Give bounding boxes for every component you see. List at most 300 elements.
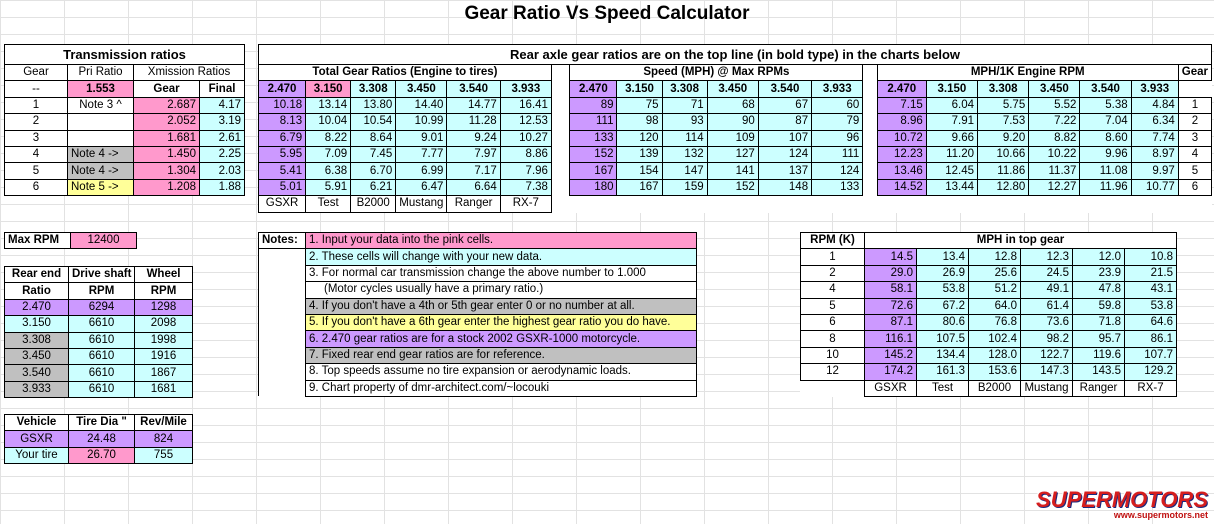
- mph1k-value: 5.52: [1029, 97, 1080, 113]
- spacer: [863, 163, 877, 179]
- pri-note: Note 3 ^: [68, 97, 134, 113]
- notes-gutter: [259, 380, 306, 396]
- mph-value: 72.6: [865, 298, 917, 314]
- wheel-rpm: 1916: [135, 348, 193, 364]
- wheel-rpm: 1998: [135, 332, 193, 348]
- total-ratio-header: 3.540: [447, 81, 500, 97]
- mph-value: 12.0: [1073, 249, 1125, 265]
- rpm-k-value: 4: [801, 282, 865, 298]
- rear-end-ratio: 3.450: [5, 348, 69, 364]
- total-value: 5.41: [259, 163, 306, 179]
- xmission-ratio-input[interactable]: 1.304: [134, 163, 200, 179]
- spacer: [926, 196, 977, 212]
- spacer: [863, 179, 877, 195]
- top-gear-table: [800, 232, 1177, 397]
- xmission-ratio-input[interactable]: 1.450: [134, 146, 200, 162]
- drive-shaft-rpm: 6610: [69, 348, 135, 364]
- vehicle-gsxr: GSXR: [5, 431, 69, 447]
- rear-axle-title: Rear axle gear ratios are on the top line (in bold type) in the charts below: [259, 45, 1212, 65]
- trans-row: [5, 179, 245, 195]
- note-row: [259, 282, 697, 298]
- note-text: 8. Top speeds assume no tire expansion or aerodynamic loads.: [306, 364, 697, 380]
- speed-ratio-header: 3.933: [812, 81, 863, 97]
- vehicle-label: Test: [917, 380, 969, 396]
- mph-value: 76.8: [969, 314, 1021, 330]
- vehicle-label: Mustang: [1021, 380, 1073, 396]
- mph1k-value: 8.82: [1029, 130, 1080, 146]
- rpm-k-value: 12: [801, 364, 865, 380]
- note-row: [259, 347, 697, 363]
- total-value: 12.53: [500, 114, 551, 130]
- spacer: [551, 97, 569, 113]
- sub-final: Final: [200, 81, 245, 97]
- mph1k-value: 6.34: [1131, 114, 1178, 130]
- wheel-rpm: 2098: [135, 316, 193, 332]
- mph1k-value: 8.97: [1131, 146, 1178, 162]
- spacer: [1080, 196, 1131, 212]
- total-value: 8.22: [306, 130, 351, 146]
- mph1k-ratio-header: 3.308: [978, 81, 1029, 97]
- shaft-row: [5, 348, 193, 364]
- mph-value: 119.6: [1073, 347, 1125, 363]
- total-value: 7.17: [447, 163, 500, 179]
- notes-table: [258, 232, 697, 397]
- total-value: 6.64: [447, 179, 500, 195]
- vehicle-your-tire: Your tire: [5, 447, 69, 463]
- logo-brand: SUPERMOTORS: [1036, 487, 1208, 512]
- spacer: [551, 114, 569, 130]
- xmission-ratio-input[interactable]: 1.208: [134, 179, 200, 195]
- wheel-rpm: 1681: [135, 381, 193, 397]
- gear-number: 6: [1178, 179, 1211, 195]
- speed-value: 98: [617, 114, 662, 130]
- final-ratio: 4.17: [200, 97, 245, 113]
- sub-gear: Gear: [134, 81, 200, 97]
- total-value: 8.86: [500, 146, 551, 162]
- note-row: [259, 331, 697, 347]
- rpm-k-value: 2: [801, 265, 865, 281]
- total-value: 10.27: [500, 130, 551, 146]
- notes-gutter: [259, 249, 306, 265]
- spacer: [863, 130, 877, 146]
- wheel-rpm: 1298: [135, 299, 193, 315]
- drive-shaft-rpm: 6610: [69, 381, 135, 397]
- spacer: [551, 81, 569, 97]
- notes-gutter: [259, 331, 306, 347]
- rear-axle-table: [258, 44, 1212, 213]
- pri-note: [68, 130, 134, 146]
- total-value: 8.64: [351, 130, 396, 146]
- gear-col-header: Gear: [1178, 65, 1211, 81]
- pri-note: Note 5 ->: [68, 179, 134, 195]
- mph-value: 87.1: [865, 314, 917, 330]
- total-ratio-header: 2.470: [259, 81, 306, 97]
- mph1k-value: 7.74: [1131, 130, 1178, 146]
- top-gear-row: [801, 314, 1177, 330]
- wheel-header: Wheel: [135, 267, 193, 283]
- trans-row: [5, 130, 245, 146]
- speed-value: 133: [570, 130, 617, 146]
- gear-number: 5: [1178, 163, 1211, 179]
- max-rpm-input[interactable]: 12400: [71, 233, 137, 249]
- shaft-row: [5, 299, 193, 315]
- mph-value: 53.8: [917, 282, 969, 298]
- note-text: 1. Input your data into the pink cells.: [306, 233, 697, 249]
- mph1k-value: 7.53: [978, 114, 1029, 130]
- mph-value: 128.0: [969, 347, 1021, 363]
- mph-value: 147.3: [1021, 364, 1073, 380]
- notes-gutter: [259, 314, 306, 330]
- xmission-ratio-input[interactable]: 2.052: [134, 114, 200, 130]
- top-gear-row: [801, 364, 1177, 380]
- pri-note: Note 4 ->: [68, 146, 134, 162]
- mph-value: 71.8: [1073, 314, 1125, 330]
- page-title: Gear Ratio Vs Speed Calculator: [464, 3, 750, 24]
- mph1k-header: MPH/1K Engine RPM: [877, 65, 1178, 81]
- vehicle-header: Vehicle: [5, 415, 69, 431]
- speed-value: 93: [662, 114, 707, 130]
- spacer: [801, 380, 865, 396]
- top-gear-row: [801, 265, 1177, 281]
- xmission-ratio-input[interactable]: 2.687: [134, 97, 200, 113]
- transmission-title: Transmission ratios: [5, 45, 245, 65]
- drive-shaft-rpm: 6610: [69, 316, 135, 332]
- logo-url: www.supermotors.net: [1113, 510, 1208, 520]
- rear-end-ratio: 3.150: [5, 316, 69, 332]
- mph-value: 95.7: [1073, 331, 1125, 347]
- trans-row: [5, 163, 245, 179]
- spacer: [1131, 196, 1178, 212]
- shaft-row: [5, 381, 193, 397]
- spacer: [1178, 196, 1211, 212]
- speed-value: 120: [617, 130, 662, 146]
- mph1k-ratio-header: 3.933: [1131, 81, 1178, 97]
- vehicle-label: RX-7: [1125, 380, 1177, 396]
- note-text: (Motor cycles usually have a primary ratio.): [306, 282, 697, 298]
- note-text: 4. If you don't have a 4th or 5th gear enter 0 or no number at all.: [306, 298, 697, 314]
- total-value: 5.01: [259, 179, 306, 195]
- rear-end-ratio: 3.933: [5, 381, 69, 397]
- mph-value: 129.2: [1125, 364, 1177, 380]
- total-value: 8.13: [259, 114, 306, 130]
- total-value: 6.99: [396, 163, 447, 179]
- mph-value: 12.3: [1021, 249, 1073, 265]
- speed-value: 60: [812, 97, 863, 113]
- speed-value: 111: [570, 114, 617, 130]
- total-value: 7.38: [500, 179, 551, 195]
- vehicle-label: RX-7: [500, 196, 551, 212]
- note-row: [259, 364, 697, 380]
- speed-ratio-header: 3.308: [662, 81, 707, 97]
- xmission-ratio-input[interactable]: 1.681: [134, 130, 200, 146]
- total-value: 7.96: [500, 163, 551, 179]
- note-text: 5. If you don't have a 6th gear enter the highest gear ratio you do have.: [306, 314, 697, 330]
- mph-value: 153.6: [969, 364, 1021, 380]
- mph1k-value: 13.44: [926, 179, 977, 195]
- top-gear-row: [801, 347, 1177, 363]
- mph-value: 58.1: [865, 282, 917, 298]
- spacer: [551, 163, 569, 179]
- rpm-k-value: 10: [801, 347, 865, 363]
- mph1k-ratio-header: 2.470: [877, 81, 926, 97]
- mph1k-value: 9.96: [1080, 146, 1131, 162]
- col-xmission: Xmission Ratios: [134, 65, 245, 81]
- vehicle-label: B2000: [351, 196, 396, 212]
- speed-value: 141: [707, 163, 758, 179]
- mph1k-value: 7.22: [1029, 114, 1080, 130]
- rev-mile-gsxr: 824: [135, 431, 193, 447]
- total-value: 6.70: [351, 163, 396, 179]
- mph-value: 64.0: [969, 298, 1021, 314]
- gear-number: 1: [1178, 97, 1211, 113]
- notes-gutter: [259, 347, 306, 363]
- mph1k-value: 8.60: [1080, 130, 1131, 146]
- note-row: [259, 233, 697, 249]
- total-value: 14.40: [396, 97, 447, 113]
- tire-dia-header: Tire Dia ": [69, 415, 135, 431]
- mph1k-value: 10.72: [877, 130, 926, 146]
- col-gear: Gear: [5, 65, 68, 81]
- max-rpm-table: [4, 232, 137, 249]
- vehicle-label: Ranger: [447, 196, 500, 212]
- notes-gutter: [259, 298, 306, 314]
- spacer: [812, 196, 863, 212]
- note-text: 6. 2.470 gear ratios are for a stock 2002 GSXR-1000 motorcycle.: [306, 331, 697, 347]
- total-ratio-header: 3.450: [396, 81, 447, 97]
- mph-value: 10.8: [1125, 249, 1177, 265]
- note-text: 2. These cells will change with your new data.: [306, 249, 697, 265]
- mph-value: 116.1: [865, 331, 917, 347]
- drive-shaft-table: [4, 266, 193, 398]
- gear-number: 6: [5, 179, 68, 195]
- note-row: [259, 249, 697, 265]
- mph1k-value: 12.80: [978, 179, 1029, 195]
- pri-note: [68, 114, 134, 130]
- mph1k-value: 8.96: [877, 114, 926, 130]
- rpm-k-header: RPM (K): [801, 233, 865, 249]
- mph-value: 143.5: [1073, 364, 1125, 380]
- speed-value: 111: [812, 146, 863, 162]
- shaft-row: [5, 365, 193, 381]
- final-ratio: 2.03: [200, 163, 245, 179]
- speed-value: 71: [662, 97, 707, 113]
- trans-row: [5, 146, 245, 162]
- note-row: [259, 298, 697, 314]
- spacer: [863, 97, 877, 113]
- total-value: 9.01: [396, 130, 447, 146]
- speed-value: 90: [707, 114, 758, 130]
- mph-value: 174.2: [865, 364, 917, 380]
- speed-value: 124: [758, 146, 811, 162]
- speed-value: 87: [758, 114, 811, 130]
- mph-value: 13.4: [917, 249, 969, 265]
- total-value: 7.45: [351, 146, 396, 162]
- spacer: [1178, 81, 1211, 97]
- gear-number: 1: [5, 97, 68, 113]
- spacer: [551, 146, 569, 162]
- final-ratio: 1.88: [200, 179, 245, 195]
- max-rpm-label: Max RPM: [5, 233, 71, 249]
- total-value: 6.47: [396, 179, 447, 195]
- speed-value: 133: [812, 179, 863, 195]
- shaft-row: [5, 316, 193, 332]
- mph1k-ratio-header: 3.150: [926, 81, 977, 97]
- shaft-row: [5, 332, 193, 348]
- total-value: 10.04: [306, 114, 351, 130]
- top-gear-row: [801, 331, 1177, 347]
- spacer: [863, 81, 877, 97]
- mph-value: 61.4: [1021, 298, 1073, 314]
- total-value: 10.18: [259, 97, 306, 113]
- note-row: [259, 314, 697, 330]
- total-value: 11.28: [447, 114, 500, 130]
- speed-value: 107: [758, 130, 811, 146]
- notes-gutter: [259, 265, 306, 281]
- total-value: 6.38: [306, 163, 351, 179]
- mph-value: 80.6: [917, 314, 969, 330]
- speed-value: 154: [617, 163, 662, 179]
- total-value: 16.41: [500, 97, 551, 113]
- speed-value: 148: [758, 179, 811, 195]
- notes-label: Notes:: [259, 233, 306, 249]
- rpm-k-value: 8: [801, 331, 865, 347]
- vehicle-row: [259, 196, 1212, 212]
- mph1k-value: 11.96: [1080, 179, 1131, 195]
- drive-shaft-rpm: 6610: [69, 332, 135, 348]
- speed-value: 124: [812, 163, 863, 179]
- mph-value: 59.8: [1073, 298, 1125, 314]
- rpm-k-value: 6: [801, 314, 865, 330]
- mph1k-value: 5.75: [978, 97, 1029, 113]
- gear-number: 4: [1178, 146, 1211, 162]
- speed-value: 137: [758, 163, 811, 179]
- drive-shaft-rpm: 6294: [69, 299, 135, 315]
- total-value: 10.54: [351, 114, 396, 130]
- total-value: 13.14: [306, 97, 351, 113]
- mph1k-value: 11.37: [1029, 163, 1080, 179]
- total-value: 7.97: [447, 146, 500, 162]
- notes-gutter: [259, 364, 306, 380]
- speed-value: 147: [662, 163, 707, 179]
- ratio-header: Ratio: [5, 283, 69, 299]
- total-gear-header: Total Gear Ratios (Engine to tires): [259, 65, 552, 81]
- speed-value: 167: [570, 163, 617, 179]
- speed-value: 152: [570, 146, 617, 162]
- speed-value: 152: [707, 179, 758, 195]
- spacer: [863, 114, 877, 130]
- rear-row: [259, 130, 1212, 146]
- gear-number: 2: [5, 114, 68, 130]
- mph1k-value: 9.20: [978, 130, 1029, 146]
- spacer: [758, 196, 811, 212]
- mph1k-value: 14.52: [877, 179, 926, 195]
- total-value: 6.79: [259, 130, 306, 146]
- mph1k-ratio-header: 3.450: [1029, 81, 1080, 97]
- rear-row: [259, 146, 1212, 162]
- rear-end-header: Rear end: [5, 267, 69, 283]
- rpm-header: RPM: [135, 283, 193, 299]
- final-ratio: 2.61: [200, 130, 245, 146]
- speed-value: 114: [662, 130, 707, 146]
- spacer: [1029, 196, 1080, 212]
- rpm-k-value: 1: [801, 249, 865, 265]
- mph1k-value: 6.04: [926, 97, 977, 113]
- mph-value: 25.6: [969, 265, 1021, 281]
- rear-row: [259, 179, 1212, 195]
- mph1k-value: 11.20: [926, 146, 977, 162]
- mph-value: 107.7: [1125, 347, 1177, 363]
- speed-ratio-header: 3.540: [758, 81, 811, 97]
- mph-value: 29.0: [865, 265, 917, 281]
- mph-value: 67.2: [917, 298, 969, 314]
- drive-shaft-rpm: 6610: [69, 365, 135, 381]
- mph1k-value: 12.45: [926, 163, 977, 179]
- ratio-header-row: [259, 81, 1212, 97]
- gear-number: 5: [5, 163, 68, 179]
- tire-dia-gsxr: 24.48: [69, 431, 135, 447]
- mph1k-value: 7.04: [1080, 114, 1131, 130]
- supermotors-logo: [1036, 487, 1208, 520]
- mph-value: 47.8: [1073, 282, 1125, 298]
- spacer: [978, 196, 1029, 212]
- spacer: [551, 130, 569, 146]
- top-gear-row: [801, 298, 1177, 314]
- mph1k-value: 9.97: [1131, 163, 1178, 179]
- vehicle-label: GSXR: [259, 196, 306, 212]
- gear-number: 3: [5, 130, 68, 146]
- mph-value: 86.1: [1125, 331, 1177, 347]
- vehicle-label: B2000: [969, 380, 1021, 396]
- mph-value: 98.2: [1021, 331, 1073, 347]
- pri-ratio-input[interactable]: 1.553: [68, 81, 134, 97]
- mph-value: 24.5: [1021, 265, 1073, 281]
- tire-table: [4, 414, 193, 464]
- mph1k-value: 12.23: [877, 146, 926, 162]
- note-text: 9. Chart property of dmr-architect.com/~locouki: [306, 380, 697, 396]
- gear-number: 3: [1178, 130, 1211, 146]
- mph-value: 26.9: [917, 265, 969, 281]
- mph-value: 107.5: [917, 331, 969, 347]
- note-row: [259, 265, 697, 281]
- rev-mile-header: Rev/Mile: [135, 415, 193, 431]
- speed-value: 109: [707, 130, 758, 146]
- rpm-header: RPM: [69, 283, 135, 299]
- vehicle-label: Mustang: [396, 196, 447, 212]
- speed-value: 167: [617, 179, 662, 195]
- total-value: 13.80: [351, 97, 396, 113]
- total-value: 9.24: [447, 130, 500, 146]
- tire-dia-input[interactable]: 26.70: [69, 447, 135, 463]
- vehicle-label: GSXR: [865, 380, 917, 396]
- top-gear-row: [801, 249, 1177, 265]
- rear-end-ratio: 3.308: [5, 332, 69, 348]
- spacer: [551, 179, 569, 195]
- speed-value: 89: [570, 97, 617, 113]
- mph1k-value: 11.08: [1080, 163, 1131, 179]
- total-value: 6.21: [351, 179, 396, 195]
- speed-value: 96: [812, 130, 863, 146]
- mph1k-value: 12.27: [1029, 179, 1080, 195]
- spacer: [551, 196, 569, 212]
- mph-value: 14.5: [865, 249, 917, 265]
- final-ratio: 3.19: [200, 114, 245, 130]
- mph1k-value: 10.66: [978, 146, 1029, 162]
- drive-shaft-header: Drive shaft: [69, 267, 135, 283]
- mph-value: 12.8: [969, 249, 1021, 265]
- mph-value: 73.6: [1021, 314, 1073, 330]
- total-value: 5.95: [259, 146, 306, 162]
- top-gear-row: [801, 282, 1177, 298]
